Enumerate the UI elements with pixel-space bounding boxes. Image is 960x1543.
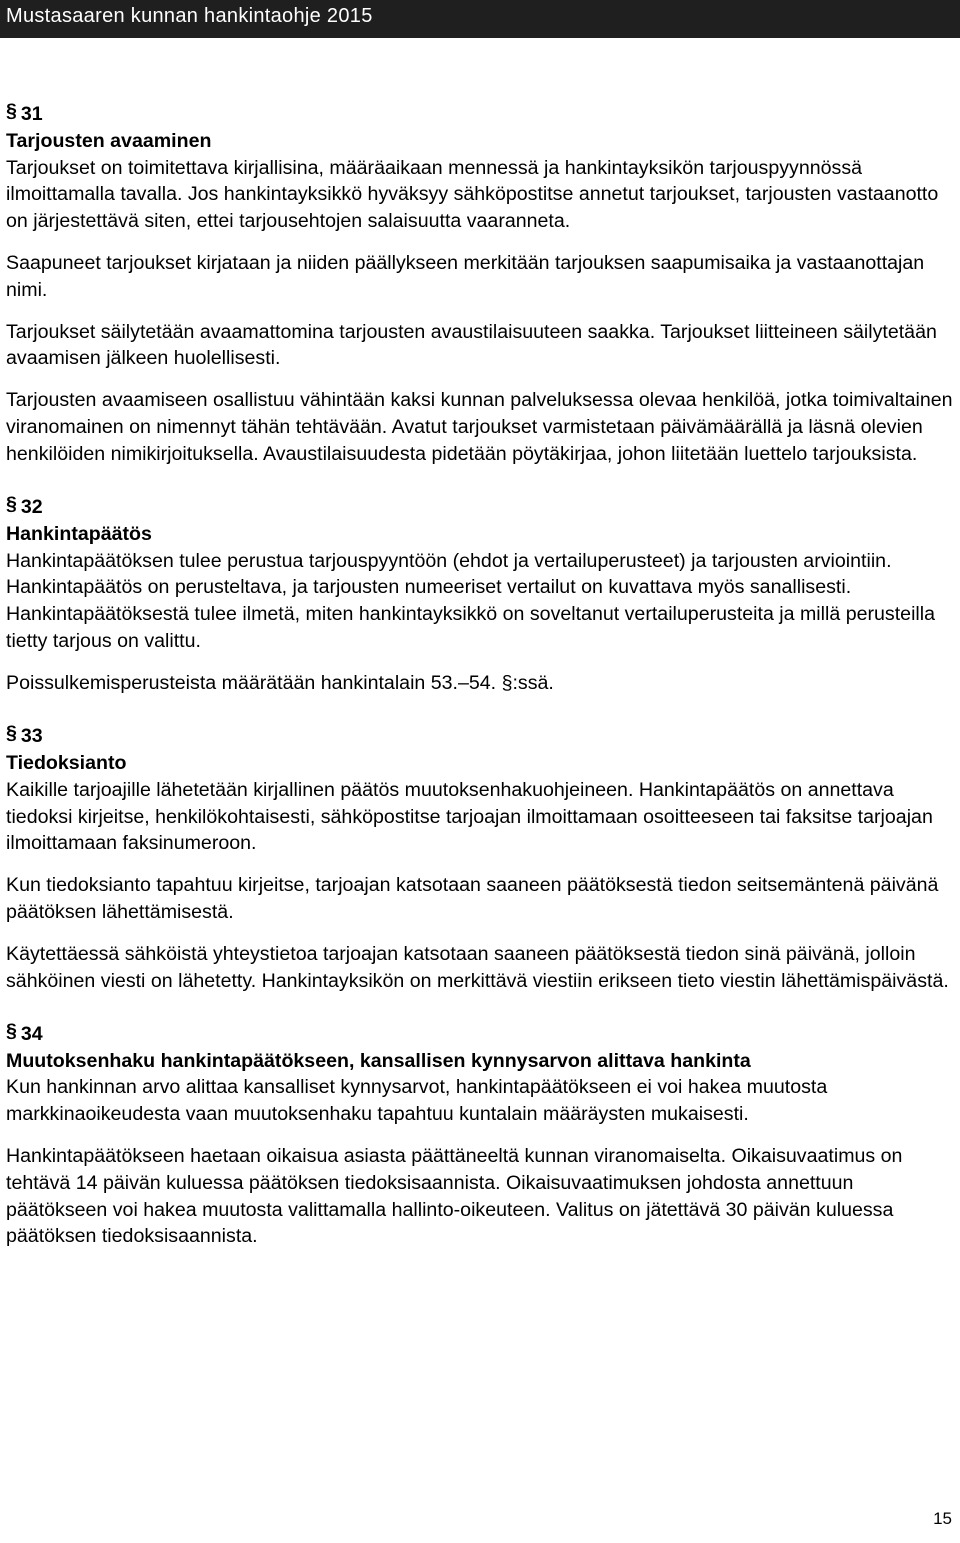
section-title: Tiedoksianto	[6, 751, 127, 774]
document-header	[0, 0, 960, 38]
paragraph: Kaikille tarjoajille lähetetään kirjallinen päätös muutoksenhakuohjeineen. Hankintapäätös on annettava tiedoksi kirjeitse, henkilökohtaisesti, sähköpostitse tarjoajan ilmoittamaan osoitteeseen tai faksitse tarjoajan ilmoittamaan faksinumeroon.	[6, 778, 933, 855]
section-number: 33	[20, 725, 43, 748]
section-title: Muutoksenhaku hankintapäätökseen, kansallisen kynnysarvon alittava hankinta	[6, 1049, 751, 1072]
paragraph: Kun tiedoksianto tapahtuu kirjeitse, tarjoajan katsotaan saaneen päätöksestä tiedon seitsemäntenä päivänä päätöksen lähettämisestä.	[6, 874, 939, 923]
page-number: 15	[933, 1509, 952, 1528]
document-title: Mustasaaren kunnan hankintaohje 2015	[6, 5, 373, 27]
section-32	[6, 494, 956, 697]
section-34	[6, 1021, 956, 1250]
paragraph: Tarjoukset säilytetään avaamattomina tarjousten avaustilaisuuteen saakka. Tarjoukset liitteineen säilytetään avaamisen jälkeen huolellisesti.	[6, 320, 937, 370]
paragraph: Hankintapäätöksen tulee perustua tarjouspyyntöön (ehdot ja vertailuperusteet) ja tarjousten arviointiin. Hankintapäätös on perusteltava, ja tarjousten numeeriset vertailut on kuvattava myös sanallisesti. Hankintapäätöksestä tulee ilmetä, miten hankintayksikkö on soveltanut vertailuperusteita ja millä perusteilla tietty tarjous on valittu.	[6, 549, 936, 653]
section-number: 32	[20, 496, 43, 519]
paragraph: Kun hankinnan arvo alittaa kansalliset kynnysarvot, hankintapäätökseen ei voi hakea muutosta markkinaoikeudesta vaan muutoksenhaku tapahtuu kuntalain määräysten mukaisesti.	[6, 1076, 828, 1126]
section-sign: §	[6, 493, 17, 516]
paragraph: Tarjoukset on toimitettava kirjallisina, määräaikaan mennessä ja hankintayksikön tarjouspyynnössä ilmoittamalla tavalla. Jos hankintayksikkö hyväksyy sähköpostitse annetut tarjoukset, tarjousten vastaanotto on järjestettävä siten, ettei tarjousehtojen salaisuutta vaaranneta.	[6, 156, 939, 233]
section-number: 34	[20, 1022, 43, 1045]
section-number-line	[6, 101, 956, 128]
section-sign: §	[6, 1019, 17, 1042]
paragraph: Tarjousten avaamiseen osallistuu vähintään kaksi kunnan palveluksessa olevaa henkilöä, jotka toimivaltainen viranomainen on nimennyt tähän tehtävään. Avatut tarjoukset varmistetaan päivämäärällä ja läsnä olevien henkilöiden nimikirjoituksella. Avaustilaisuudesta pidetään pöytäkirjaa, johon liitetään luettelo tarjouksista.	[6, 389, 953, 465]
section-number: 31	[20, 103, 43, 125]
paragraph: Poissulkemisperusteista määrätään hankintalain 53.–54. §:ssä.	[6, 671, 554, 694]
section-33	[6, 723, 956, 994]
section-title: Hankintapäätös	[6, 522, 152, 545]
section-number-line	[6, 494, 956, 521]
section-number-line	[6, 1021, 956, 1048]
section-number-line	[6, 723, 956, 750]
paragraph: Käytettäessä sähköistä yhteystietoa tarjoajan katsotaan saaneen päätöksestä tiedon sinä päivänä, jolloin sähköinen viesti on lähetetty. Hankintayksikön on merkittävä viestiin erikseen tieto viestin lähettämispäivästä.	[6, 942, 949, 992]
document-body	[6, 101, 956, 1277]
paragraph: Hankintapäätökseen haetaan oikaisua asiasta päättäneeltä kunnan viranomaiselta. Oikaisuvaatimus on tehtävä 14 päivän kuluessa päätöksen tiedoksisaannista. Oikaisuvaatimuksen johdosta annettuun päätökseen voi hakea muutosta valittamalla hallinto-oikeuteen. Valitus on jätettävä 30 päivän kuluessa päätöksen tiedoksisaannista.	[6, 1145, 903, 1248]
section-sign: §	[6, 100, 17, 122]
section-title: Tarjousten avaaminen	[6, 129, 212, 152]
section-sign: §	[6, 722, 17, 745]
section-31	[6, 101, 956, 468]
paragraph: Saapuneet tarjoukset kirjataan ja niiden päällykseen merkitään tarjouksen saapumisaika ja vastaanottajan nimi.	[6, 251, 925, 301]
